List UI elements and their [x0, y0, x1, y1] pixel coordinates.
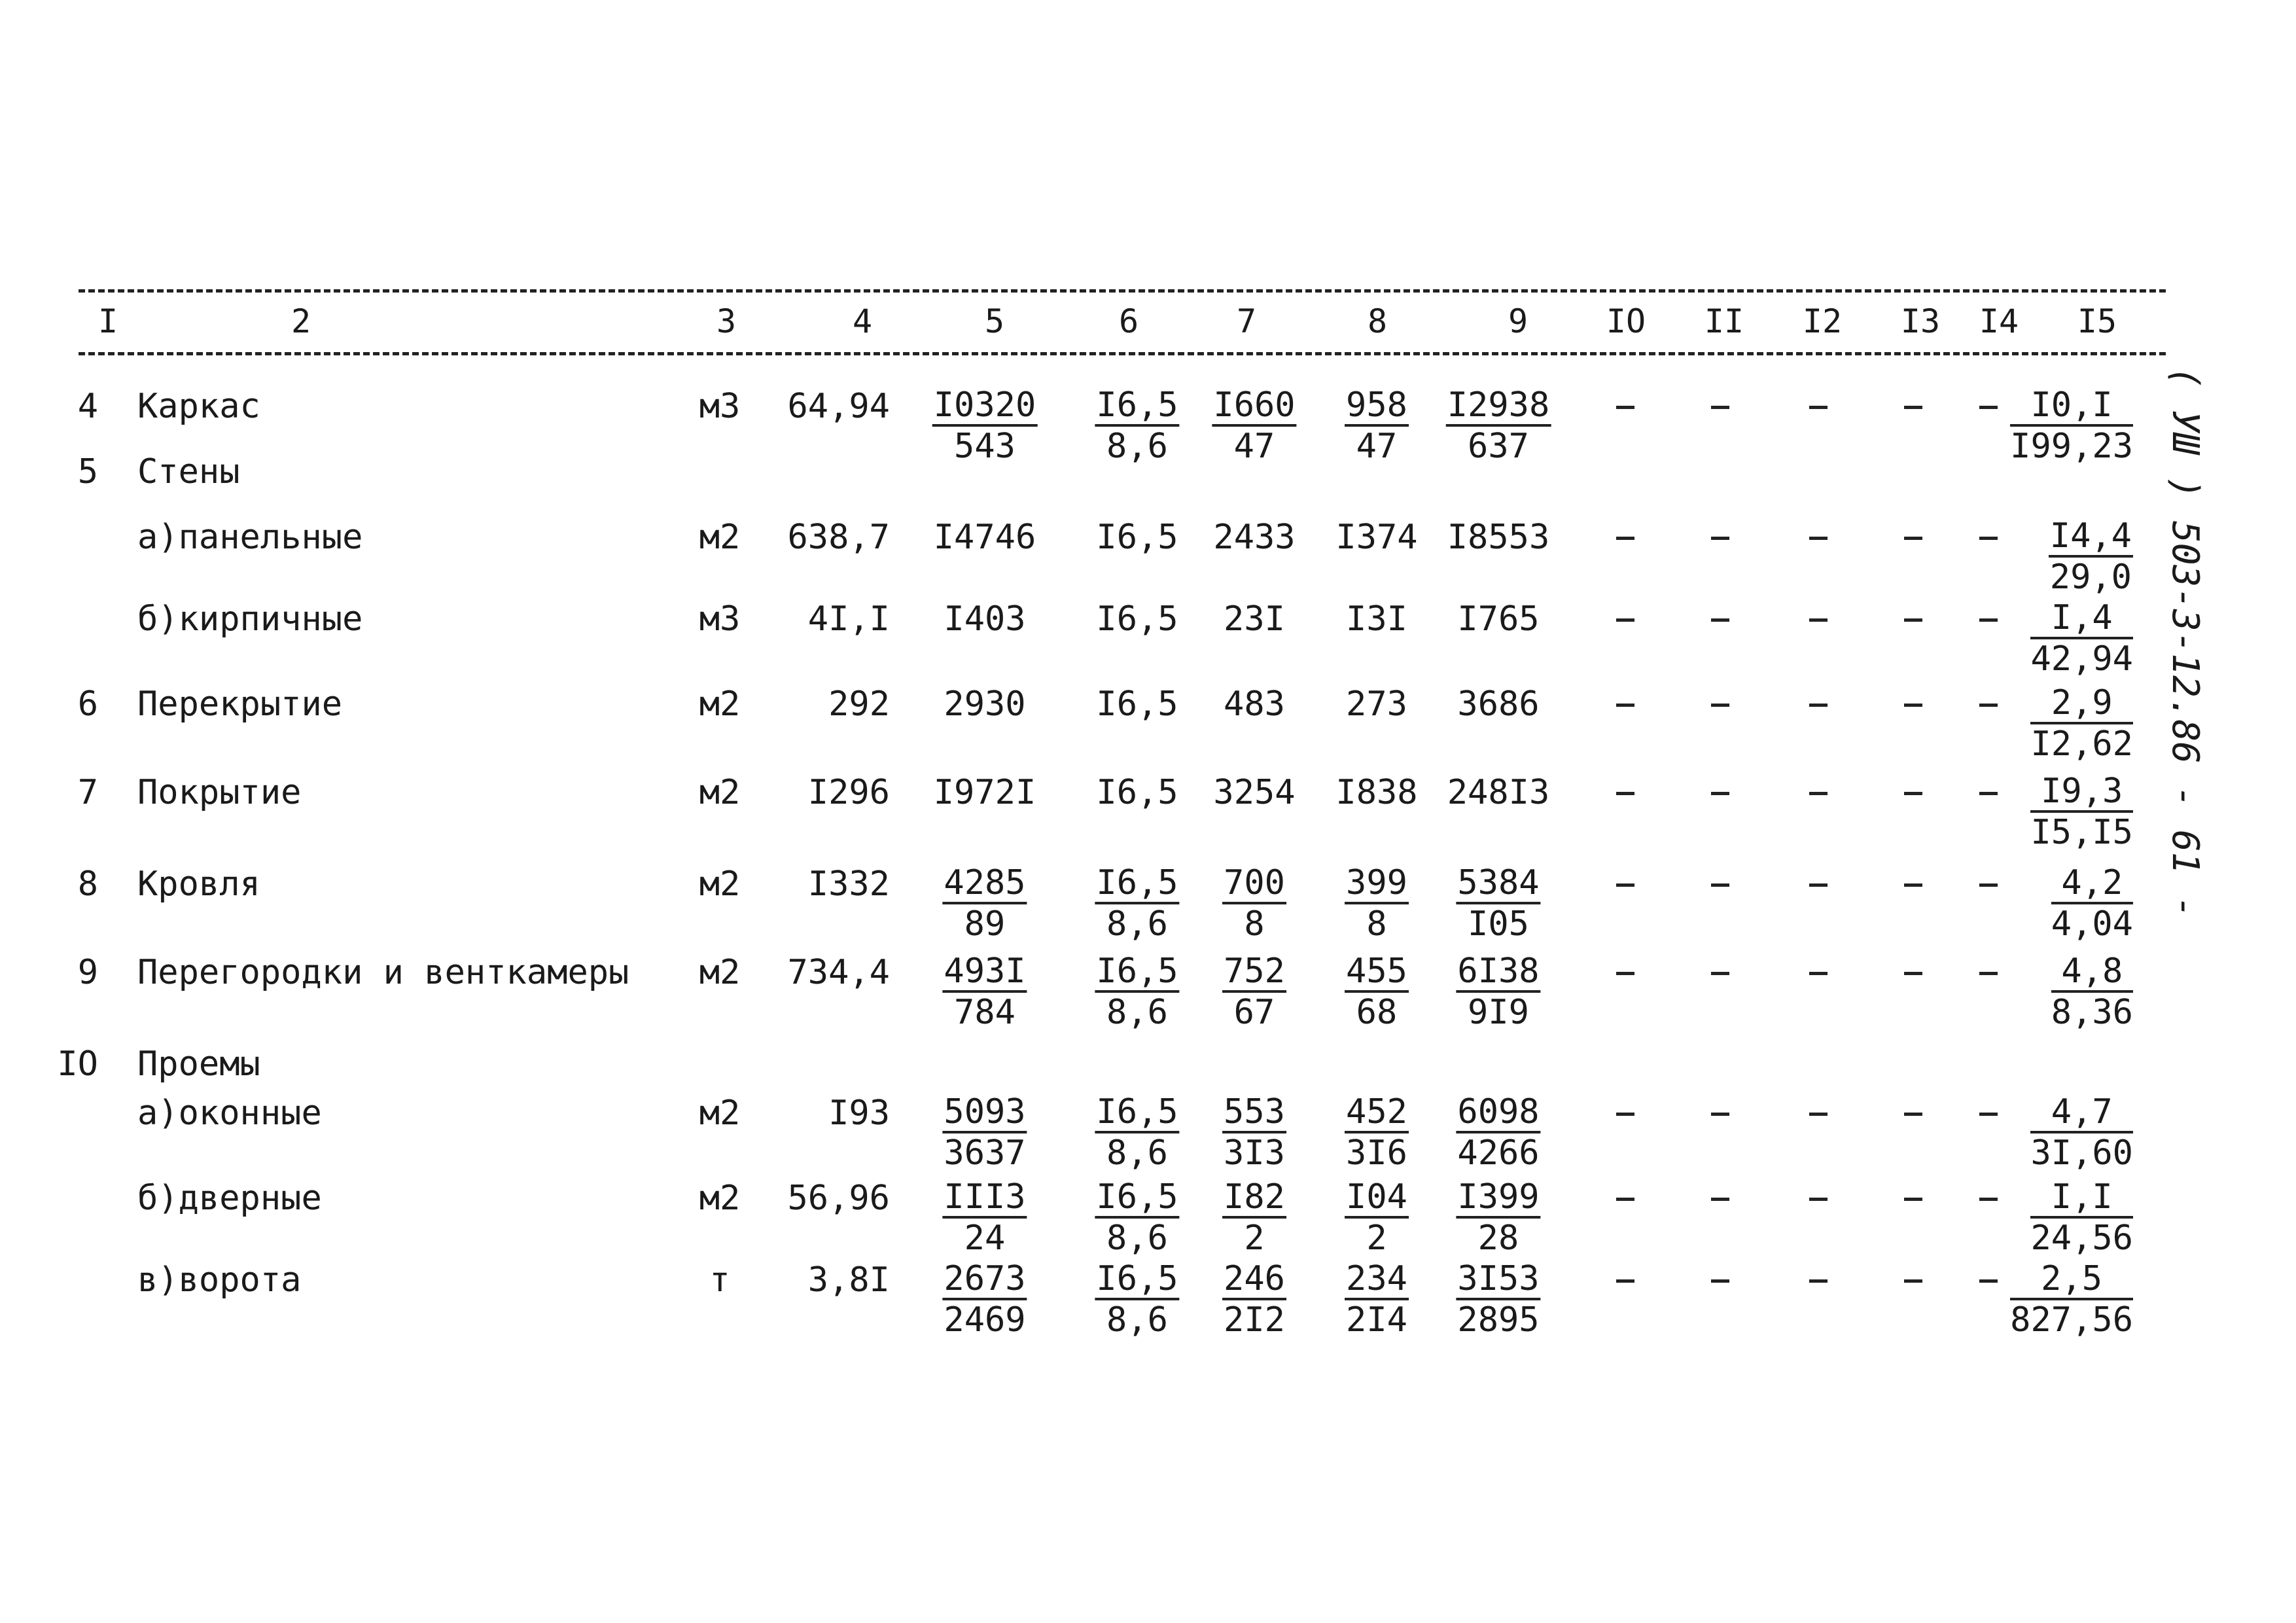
- quantity-cell: I93: [828, 1094, 890, 1133]
- col7-cell: [1222, 1178, 1286, 1258]
- col7-cell: [1213, 772, 1295, 813]
- col9-cell-top: I765: [1457, 599, 1540, 639]
- empty-dash-col-14: [1979, 1198, 1998, 1201]
- col7-cell-top: 483: [1224, 685, 1285, 724]
- empty-dash-col-12: [1809, 618, 1828, 622]
- col15-cell-bottom: 29,0: [2049, 558, 2132, 597]
- col9-cell-top: I8553: [1447, 518, 1550, 557]
- col5-cell: [942, 864, 1027, 944]
- row-unit: м2: [699, 865, 741, 904]
- empty-dash-col-12: [1809, 537, 1828, 540]
- quantity-cell: 4I,I: [807, 599, 890, 639]
- row-unit: м3: [699, 599, 741, 639]
- col15-cell-bottom: 8,36: [2051, 993, 2133, 1032]
- col15-cell-bottom: 4,04: [2051, 904, 2133, 944]
- row-name: Покрытие: [137, 773, 302, 812]
- header-col-11: II: [1704, 302, 1744, 340]
- empty-dash-col-13: [1904, 1113, 1922, 1116]
- col9-cell-top: 3I53: [1456, 1260, 1540, 1300]
- empty-dash-col-11: [1711, 618, 1729, 622]
- row-name: Кровля: [137, 865, 260, 904]
- row-unit: м2: [699, 1179, 741, 1218]
- col5-cell-bottom: 24: [964, 1219, 1006, 1258]
- col9-cell-top: 5384: [1456, 864, 1540, 904]
- row-name: а)панельные: [137, 518, 363, 557]
- col15-cell-top: 4,8: [2051, 952, 2133, 993]
- col9-cell-top: I2938: [1446, 386, 1551, 427]
- col9-cell: [1447, 772, 1550, 813]
- empty-dash-col-14: [1979, 1113, 1998, 1116]
- empty-dash-col-13: [1904, 704, 1922, 707]
- row-unit: м2: [699, 518, 741, 557]
- header-col-1: I: [97, 302, 118, 340]
- col7-cell-top: 2433: [1213, 518, 1296, 557]
- col8-cell-top: 273: [1346, 685, 1407, 724]
- col15-cell-bottom: 42,94: [2030, 639, 2133, 679]
- col5-cell: [934, 772, 1036, 813]
- header-col-15: I5: [2077, 302, 2117, 340]
- col8-cell: [1346, 599, 1407, 639]
- empty-dash-col-11: [1711, 972, 1729, 975]
- empty-dash-col-11: [1711, 704, 1729, 707]
- row-unit: м2: [699, 1094, 741, 1133]
- col9-cell-bottom: 2895: [1457, 1300, 1540, 1340]
- col9-cell: [1457, 684, 1539, 724]
- empty-dash-col-11: [1711, 537, 1729, 540]
- col15-cell-top: I9,3: [2030, 772, 2133, 813]
- col8-cell-bottom: 3I6: [1346, 1133, 1407, 1173]
- col7-cell-bottom: 2I2: [1224, 1300, 1285, 1340]
- col7-cell-top: 553: [1222, 1093, 1286, 1133]
- empty-dash-col-11: [1711, 883, 1729, 887]
- col7-cell-top: 246: [1222, 1260, 1286, 1300]
- col6-cell-bottom: 8,6: [1106, 1300, 1168, 1340]
- empty-dash-col-12: [1809, 1198, 1828, 1201]
- col6-cell-bottom: 8,6: [1106, 904, 1168, 944]
- quantity-cell: 638,7: [787, 518, 890, 557]
- header-col-13: I3: [1900, 302, 1941, 340]
- table-row: [0, 684, 2296, 769]
- header-col-10: IO: [1606, 302, 1646, 340]
- quantity-cell: 56,96: [787, 1179, 890, 1218]
- empty-dash-col-10: [1616, 704, 1634, 707]
- row-name: Стены: [137, 452, 240, 491]
- col8-cell-bottom: 2I4: [1346, 1300, 1407, 1340]
- col6-cell: [1095, 864, 1179, 944]
- col6-cell-top: I6,5: [1096, 518, 1178, 557]
- empty-dash-col-14: [1979, 1279, 1998, 1283]
- col9-cell-bottom: 637: [1468, 427, 1529, 466]
- col9-cell-top: 248I3: [1447, 773, 1550, 812]
- col8-cell-top: I3I: [1346, 599, 1407, 639]
- quantity-cell: 734,4: [787, 953, 890, 992]
- col7-cell: [1222, 1093, 1286, 1173]
- empty-dash-col-14: [1979, 537, 1998, 540]
- col5-cell-top: I4746: [933, 518, 1036, 557]
- col7-cell: [1224, 599, 1285, 639]
- col6-cell-top: I6,5: [1095, 864, 1179, 904]
- col15-cell-bottom: I2,62: [2030, 724, 2133, 764]
- quantity-cell: I296: [807, 773, 890, 812]
- col9-cell-top: 6098: [1456, 1093, 1540, 1133]
- col8-cell-top: I838: [1335, 773, 1418, 812]
- empty-dash-col-14: [1979, 406, 1998, 409]
- col15-cell-top: I4,4: [2049, 517, 2133, 558]
- col9-cell-bottom: 4266: [1457, 1133, 1540, 1173]
- col6-cell-bottom: 8,6: [1106, 427, 1168, 466]
- empty-dash-col-10: [1616, 883, 1634, 887]
- col15-cell-top: 4,2: [2051, 864, 2133, 904]
- row-number: IO: [57, 1044, 98, 1084]
- empty-dash-col-13: [1904, 792, 1922, 795]
- header-col-3: 3: [716, 302, 737, 340]
- col5-cell-top: III3: [942, 1178, 1027, 1219]
- col15-cell: [2051, 864, 2133, 944]
- col7-cell-bottom: 8: [1244, 904, 1265, 944]
- empty-dash-col-14: [1979, 792, 1998, 795]
- row-number: 4: [77, 387, 98, 426]
- empty-dash-col-11: [1711, 406, 1729, 409]
- header-col-12: I2: [1802, 302, 1843, 340]
- table-row: [0, 772, 2296, 857]
- col9-cell-bottom: 28: [1477, 1219, 1519, 1258]
- header-col-8: 8: [1367, 302, 1388, 340]
- col8-cell-top: I374: [1335, 518, 1418, 557]
- col5-cell-bottom: 3637: [944, 1133, 1026, 1173]
- empty-dash-col-13: [1904, 883, 1922, 887]
- row-unit: м2: [699, 773, 741, 812]
- col7-cell-top: 3254: [1213, 773, 1296, 812]
- empty-dash-col-11: [1711, 1198, 1729, 1201]
- col6-cell: [1095, 1093, 1179, 1173]
- col9-cell-top: 3686: [1457, 685, 1540, 724]
- col5-cell: [942, 1093, 1027, 1173]
- col5-cell-top: 5093: [942, 1093, 1027, 1133]
- col7-cell: [1213, 517, 1295, 558]
- empty-dash-col-14: [1979, 618, 1998, 622]
- quantity-cell: 292: [828, 685, 890, 724]
- col15-cell: [2010, 1260, 2133, 1340]
- col15-cell: [2030, 599, 2133, 679]
- col6-cell: [1096, 684, 1178, 724]
- row-number: 7: [77, 773, 98, 812]
- col6-cell-top: I6,5: [1096, 685, 1178, 724]
- col7-cell: [1222, 1260, 1286, 1340]
- col15-cell-top: I0,I: [2010, 386, 2133, 427]
- col6-cell-bottom: 8,6: [1106, 1219, 1168, 1258]
- col15-cell: [2030, 1093, 2133, 1173]
- table-row: [0, 952, 2296, 1037]
- col9-cell: [1457, 599, 1539, 639]
- empty-dash-col-13: [1904, 1279, 1922, 1283]
- empty-dash-col-12: [1809, 883, 1828, 887]
- col7-cell-bottom: 3I3: [1224, 1133, 1285, 1173]
- col7-cell-top: I82: [1222, 1178, 1286, 1219]
- empty-dash-col-14: [1979, 704, 1998, 707]
- col6-cell-top: I6,5: [1095, 1178, 1179, 1219]
- row-number: 8: [77, 865, 98, 904]
- col8-cell-top: 958: [1345, 386, 1409, 427]
- empty-dash-col-12: [1809, 972, 1828, 975]
- col9-cell: [1456, 952, 1540, 1032]
- col8-cell-top: 399: [1345, 864, 1409, 904]
- col6-cell: [1096, 517, 1178, 558]
- col6-cell: [1095, 1260, 1179, 1340]
- quantity-cell: 64,94: [787, 387, 890, 426]
- col7-cell-top: 752: [1222, 952, 1286, 993]
- col5-cell-bottom: 543: [954, 427, 1016, 466]
- empty-dash-col-13: [1904, 1198, 1922, 1201]
- col15-cell: [2030, 772, 2133, 852]
- row-number: 6: [77, 685, 98, 724]
- col6-cell-top: I6,5: [1095, 1093, 1179, 1133]
- empty-dash-col-11: [1711, 1279, 1729, 1283]
- row-name: в)ворота: [137, 1260, 302, 1300]
- table-row: [0, 864, 2296, 949]
- col5-cell-bottom: 2469: [944, 1300, 1026, 1340]
- col6-cell-top: I6,5: [1095, 1260, 1179, 1300]
- col6-cell: [1095, 1178, 1179, 1258]
- col5-cell-bottom: 89: [964, 904, 1006, 944]
- header-col-9: 9: [1508, 302, 1528, 340]
- col8-cell-top: I04: [1345, 1178, 1409, 1219]
- col7-cell-top: I660: [1212, 386, 1296, 427]
- col5-cell: [942, 1260, 1027, 1340]
- col5-cell: [942, 952, 1027, 1032]
- table-row: [0, 1178, 2296, 1263]
- empty-dash-col-12: [1809, 704, 1828, 707]
- col5-cell-top: 493I: [942, 952, 1027, 993]
- header-col-2: 2: [291, 302, 311, 340]
- col8-cell: [1335, 517, 1417, 558]
- row-name: б)кирпичные: [137, 599, 363, 639]
- col8-cell-top: 455: [1345, 952, 1409, 993]
- header-col-4: 4: [852, 302, 873, 340]
- row-name: Перекрытие: [137, 685, 343, 724]
- empty-dash-col-14: [1979, 972, 1998, 975]
- row-number: 9: [77, 953, 98, 992]
- col15-cell-top: 2,9: [2030, 684, 2133, 724]
- table-row: [0, 517, 2296, 602]
- col8-cell-bottom: 8: [1366, 904, 1387, 944]
- col7-cell-bottom: 47: [1233, 427, 1275, 466]
- row-name: б)дверные: [137, 1179, 322, 1218]
- empty-dash-col-10: [1616, 537, 1634, 540]
- col15-cell: [2030, 1178, 2133, 1258]
- col9-cell: [1456, 1093, 1540, 1173]
- empty-dash-col-12: [1809, 406, 1828, 409]
- col15-cell-bottom: 3I,60: [2030, 1133, 2133, 1173]
- col5-cell: [944, 599, 1025, 639]
- empty-dash-col-13: [1904, 537, 1922, 540]
- table-row: [0, 1260, 2296, 1345]
- row-unit: м2: [699, 953, 741, 992]
- col15-cell-top: I,I: [2030, 1178, 2133, 1219]
- col6-cell-top: I6,5: [1096, 599, 1178, 639]
- col8-cell: [1345, 1093, 1409, 1173]
- col5-cell-top: 2930: [944, 685, 1026, 724]
- col5-cell-top: I403: [944, 599, 1026, 639]
- col6-cell: [1095, 952, 1179, 1032]
- header-col-7: 7: [1236, 302, 1257, 340]
- row-unit: т: [709, 1260, 730, 1300]
- col6-cell-top: I6,5: [1096, 773, 1178, 812]
- col5-cell-top: I972I: [933, 773, 1036, 812]
- empty-dash-col-13: [1904, 406, 1922, 409]
- col7-cell-top: 23I: [1224, 599, 1285, 639]
- col15-cell-top: I,4: [2030, 599, 2133, 639]
- col7-cell-top: 700: [1222, 864, 1286, 904]
- header-col-5: 5: [984, 302, 1005, 340]
- col6-cell-bottom: 8,6: [1106, 993, 1168, 1032]
- row-name: а)оконные: [137, 1094, 322, 1133]
- col15-cell: [2049, 517, 2133, 597]
- quantity-cell: I332: [807, 865, 890, 904]
- col5-cell: [942, 1178, 1027, 1258]
- quantity-cell: 3,8I: [807, 1260, 890, 1300]
- col8-cell: [1345, 1260, 1409, 1340]
- empty-dash-col-11: [1711, 792, 1729, 795]
- col9-cell-bottom: 9I9: [1468, 993, 1529, 1032]
- empty-dash-col-12: [1809, 792, 1828, 795]
- col15-cell-bottom: I99,23: [2010, 427, 2133, 466]
- empty-dash-col-10: [1616, 972, 1634, 975]
- row-name: Каркас: [137, 387, 260, 426]
- row-unit: м3: [699, 387, 741, 426]
- col5-cell: [944, 684, 1025, 724]
- col9-cell: [1447, 517, 1550, 558]
- col7-cell: [1224, 684, 1285, 724]
- empty-dash-col-10: [1616, 618, 1634, 622]
- empty-dash-col-12: [1809, 1279, 1828, 1283]
- col9-cell-top: I399: [1456, 1178, 1540, 1219]
- side-document-code: ( УШ ) 503-3-12.86 - 61 -: [2164, 366, 2206, 918]
- col8-cell-top: 452: [1345, 1093, 1409, 1133]
- col5-cell: [934, 517, 1036, 558]
- table-row: [0, 599, 2296, 684]
- col15-cell: [2030, 684, 2133, 764]
- col7-cell-bottom: 67: [1233, 993, 1275, 1032]
- col5-cell-bottom: 784: [954, 993, 1016, 1032]
- col8-cell-top: 234: [1345, 1260, 1409, 1300]
- col15-cell-bottom: 827,56: [2010, 1300, 2133, 1340]
- header-top-rule: [79, 289, 2166, 293]
- empty-dash-col-10: [1616, 1113, 1634, 1116]
- header-col-14: I4: [1979, 302, 2019, 340]
- col8-cell: [1335, 772, 1417, 813]
- col8-cell-bottom: 2: [1366, 1219, 1387, 1258]
- col15-cell-top: 4,7: [2030, 1093, 2133, 1133]
- table-row: [0, 1093, 2296, 1178]
- empty-dash-col-14: [1979, 883, 1998, 887]
- col6-cell-bottom: 8,6: [1106, 1133, 1168, 1173]
- col15-cell-bottom: I5,I5: [2030, 813, 2133, 852]
- row-name: Перегородки и венткамеры: [137, 953, 629, 992]
- empty-dash-col-10: [1616, 1198, 1634, 1201]
- empty-dash-col-10: [1616, 792, 1634, 795]
- col6-cell: [1096, 772, 1178, 813]
- empty-dash-col-10: [1616, 406, 1634, 409]
- col8-cell: [1345, 952, 1409, 1032]
- row-unit: м2: [699, 685, 741, 724]
- empty-dash-col-10: [1616, 1279, 1634, 1283]
- col5-cell-top: I0320: [932, 386, 1038, 427]
- col9-cell-top: 6I38: [1456, 952, 1540, 993]
- col6-cell: [1096, 599, 1178, 639]
- col9-cell: [1456, 1260, 1540, 1340]
- col7-cell-bottom: 2: [1244, 1219, 1265, 1258]
- header-bottom-rule: [79, 352, 2166, 355]
- col5-cell-top: 4285: [942, 864, 1027, 904]
- col8-cell: [1345, 864, 1409, 944]
- empty-dash-col-12: [1809, 1113, 1828, 1116]
- row-number: 5: [77, 452, 98, 491]
- col5-cell-top: 2673: [942, 1260, 1027, 1300]
- col7-cell: [1222, 864, 1286, 944]
- col9-cell: [1456, 1178, 1540, 1258]
- empty-dash-col-13: [1904, 618, 1922, 622]
- header-col-6: 6: [1118, 302, 1139, 340]
- col8-cell: [1345, 1178, 1409, 1258]
- col6-cell-top: I6,5: [1095, 952, 1179, 993]
- col6-cell-top: I6,5: [1095, 386, 1179, 427]
- col15-cell-bottom: 24,56: [2030, 1219, 2133, 1258]
- col15-cell-top: 2,5: [2010, 1260, 2133, 1300]
- col15-cell: [2051, 952, 2133, 1032]
- col8-cell-bottom: 68: [1356, 993, 1398, 1032]
- col9-cell-bottom: I05: [1468, 904, 1529, 944]
- empty-dash-col-11: [1711, 1113, 1729, 1116]
- col8-cell-bottom: 47: [1356, 427, 1398, 466]
- col7-cell: [1222, 952, 1286, 1032]
- row-name: Проемы: [137, 1044, 260, 1084]
- col8-cell: [1346, 684, 1407, 724]
- empty-dash-col-13: [1904, 972, 1922, 975]
- col9-cell: [1456, 864, 1540, 944]
